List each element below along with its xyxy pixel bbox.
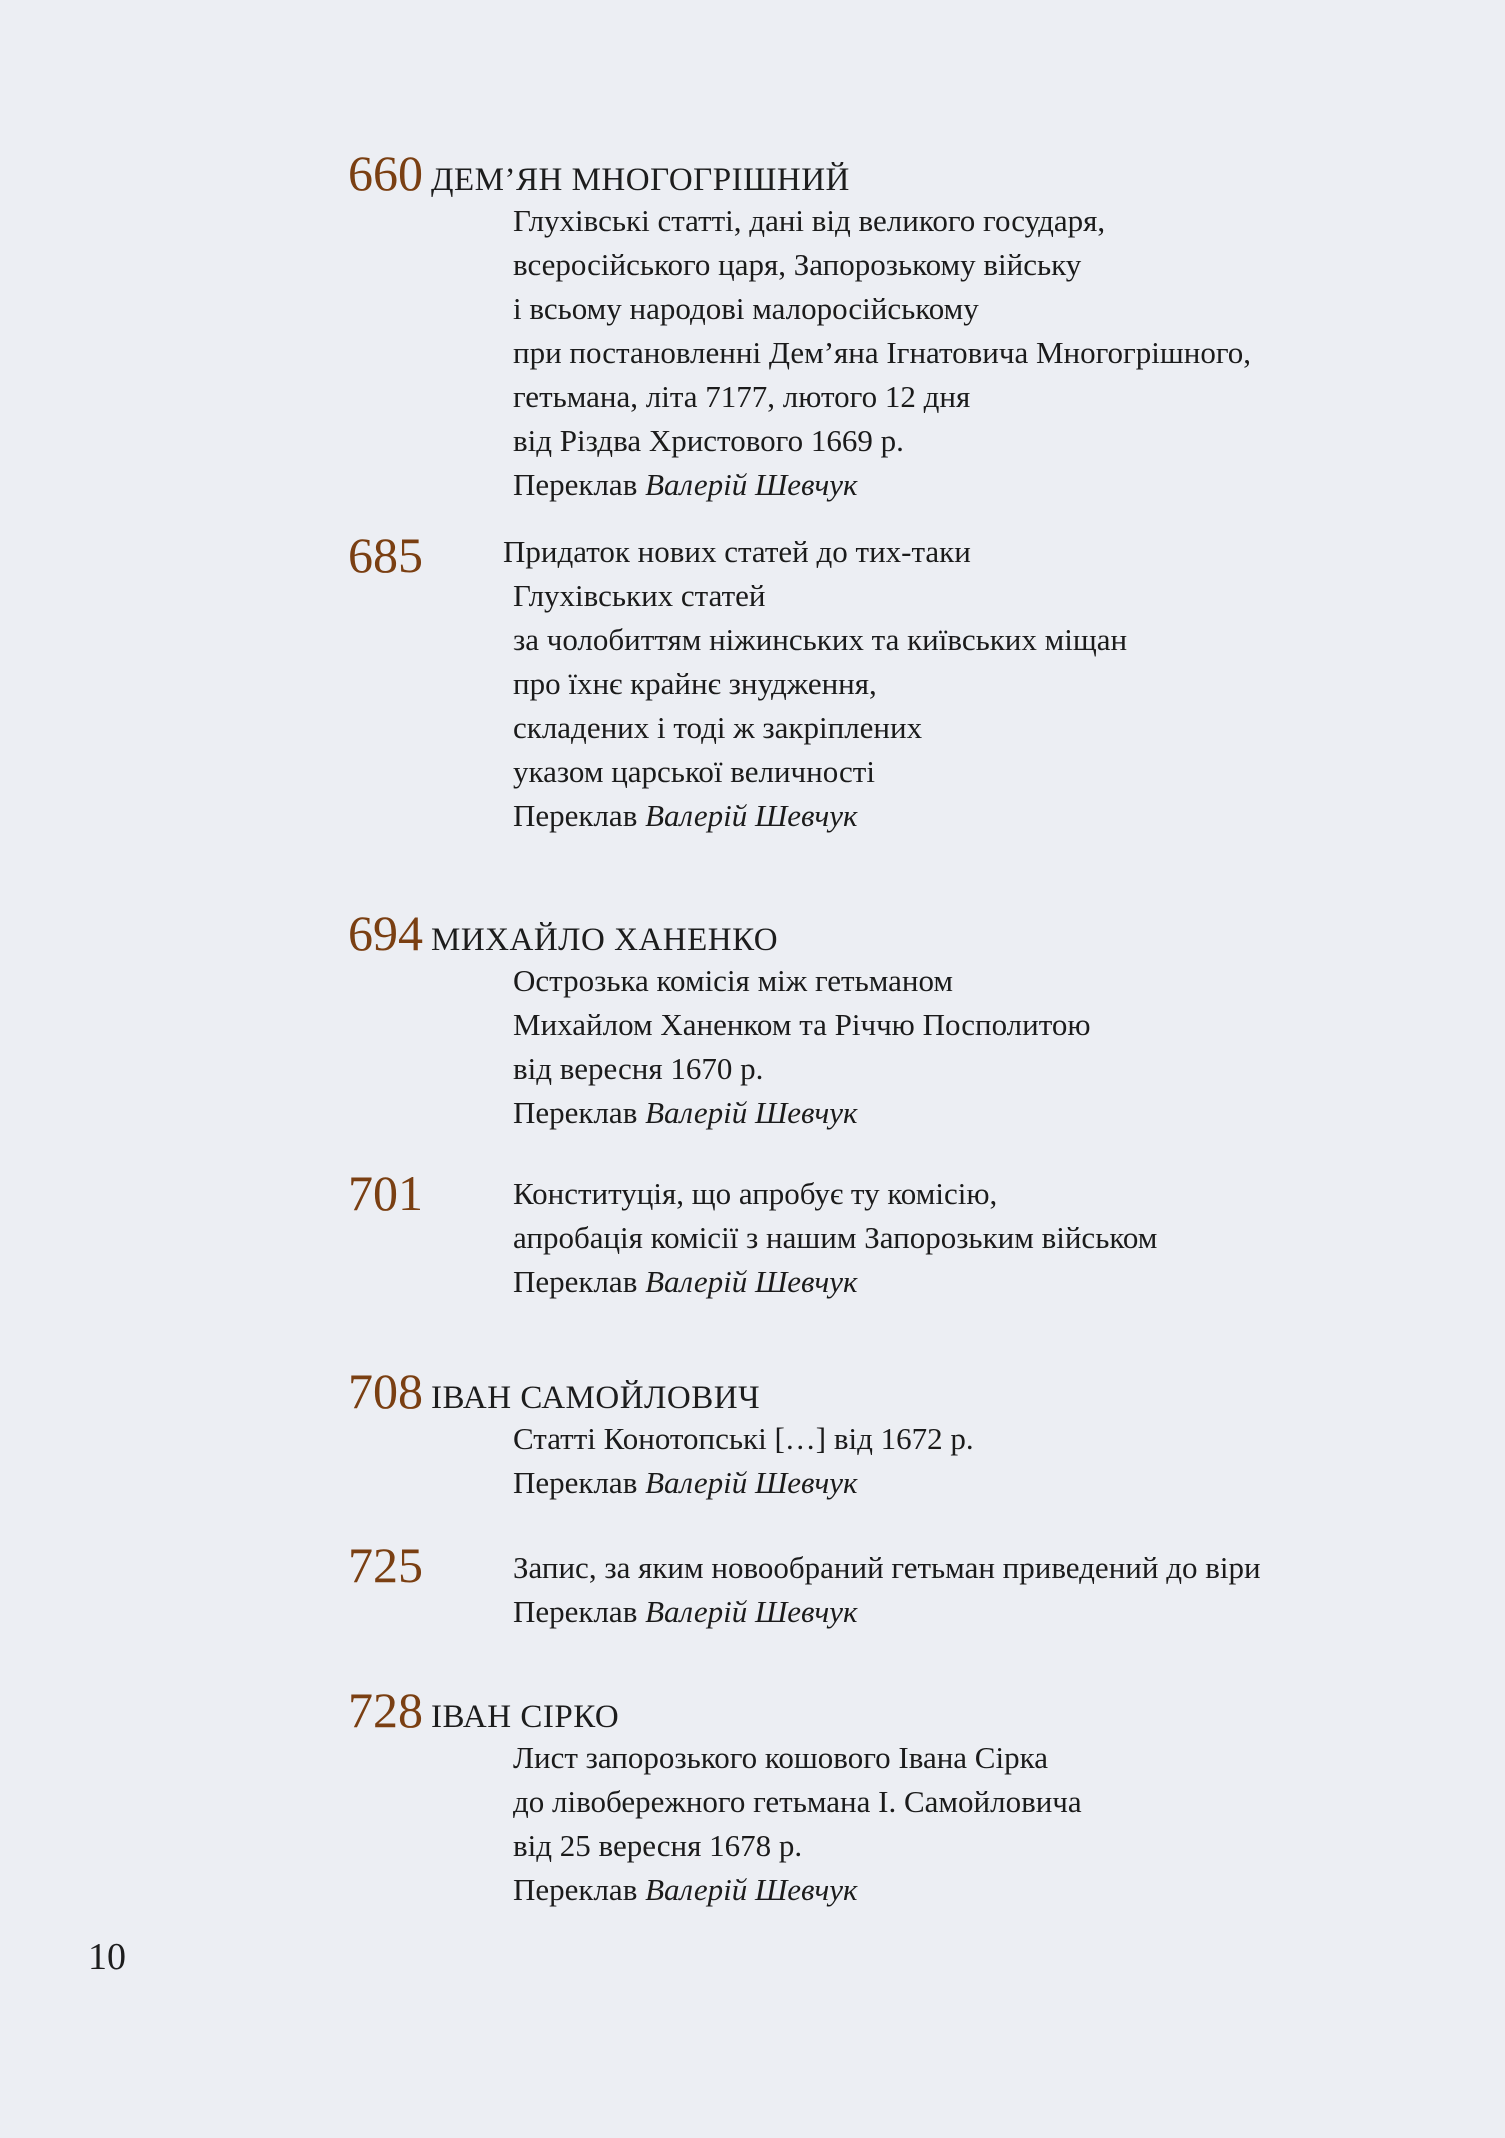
entry-page-number: 685 [348,527,423,583]
translator-name: Валерій Шевчук [645,1264,858,1299]
translator-line [513,1260,1458,1304]
toc-entry [348,145,1458,507]
toc-entry [348,1363,1458,1505]
translator-label: Переклав [513,1594,638,1629]
entry-lines [513,959,1458,1135]
translator-label: Переклав [513,1095,638,1130]
entry-line: Глухівських статей [513,578,766,613]
toc-entry [348,527,1458,838]
entry-lines [503,530,1458,838]
entry-line: указом царської величності [513,754,875,789]
entry-page-number: 708 [348,1363,423,1419]
translator-label: Переклав [513,1465,638,1500]
entry-line: Статті Конотопські […] від 1672 р. [513,1421,974,1456]
entry-line: всеросійського царя, Запорозькому війську [513,247,1082,282]
entry-author: МИХАЙЛО ХАНЕНКО [431,922,779,958]
entry-line: складених і тоді ж закріплених [513,710,923,745]
translator-label: Переклав [513,1264,638,1299]
entry-line: Михайлом Ханенком та Річчю Посполитою [513,1007,1091,1042]
entry-lines [513,199,1458,507]
entry-lines [513,1417,1458,1505]
entry-line: Запис, за яким новообраний гетьман приведений до віри [513,1550,1261,1585]
entry-line: і всьому народові малоросійському [513,291,979,326]
translator-line [513,1868,1458,1912]
translator-line [513,1461,1458,1505]
entry-lines [513,1736,1458,1912]
entry-line: Придаток нових статей до тих-таки [503,534,971,569]
entry-line: про їхнє крайнє знудження, [513,666,877,701]
entry-header [348,1363,1458,1419]
entry-line: апробація комісії з нашим Запорозьким військом [513,1220,1158,1255]
entry-header [348,145,1458,201]
entry-header [348,905,1458,961]
entry-header [348,1682,1458,1738]
translator-line [513,463,1458,507]
translator-name: Валерій Шевчук [645,1872,858,1907]
entry-line: Лист запорозького кошового Івана Сірка [513,1740,1048,1775]
translator-label: Переклав [513,467,638,502]
entry-lines [513,1546,1458,1634]
entry-author: ІВАН СІРКО [431,1699,620,1735]
translator-label: Переклав [513,1872,638,1907]
entry-line: при постановленні Дем’яна Ігнатовича Многогрішного, [513,335,1252,370]
entry-line: від Різдва Христового 1669 р. [513,423,904,458]
translator-name: Валерій Шевчук [645,1594,858,1629]
entry-page-number: 660 [348,145,423,201]
translator-line [513,1590,1458,1634]
entry-line: від вересня 1670 р. [513,1051,764,1086]
entry-page-number: 725 [348,1537,423,1593]
entry-page-number: 701 [348,1165,423,1221]
toc-entry [348,905,1458,1135]
entry-line: до лівобережного гетьмана І. Самойловича [513,1784,1082,1819]
entry-line: Конституція, що апробує ту комісію, [513,1176,998,1211]
entry-line: Острозька комісія між гетьманом [513,963,953,998]
translator-name: Валерій Шевчук [645,798,858,833]
entry-line: Глухівські статті, дані від великого государя, [513,203,1106,238]
translator-line [513,794,1458,838]
entry-line: за чолобиттям ніжинських та київських міщан [513,622,1128,657]
translator-label: Переклав [513,798,638,833]
toc-entry [348,1682,1458,1912]
entry-line: від 25 вересня 1678 р. [513,1828,803,1863]
entry-page-number: 694 [348,905,423,961]
entry-author: ІВАН САМОЙЛОВИЧ [431,1380,761,1416]
entry-author: ДЕМ’ЯН МНОГОГРІШНИЙ [431,162,850,198]
entry-page-number: 728 [348,1682,423,1738]
translator-name: Валерій Шевчук [645,1095,858,1130]
translator-name: Валерій Шевчук [645,1465,858,1500]
toc-entry [348,1165,1458,1304]
entry-line: гетьмана, літа 7177, лютого 12 дня [513,379,971,414]
page-number: 10 [88,1936,126,1978]
entry-lines [513,1172,1458,1304]
toc-entry [348,1537,1458,1634]
translator-line [513,1091,1458,1135]
translator-name: Валерій Шевчук [645,467,858,502]
